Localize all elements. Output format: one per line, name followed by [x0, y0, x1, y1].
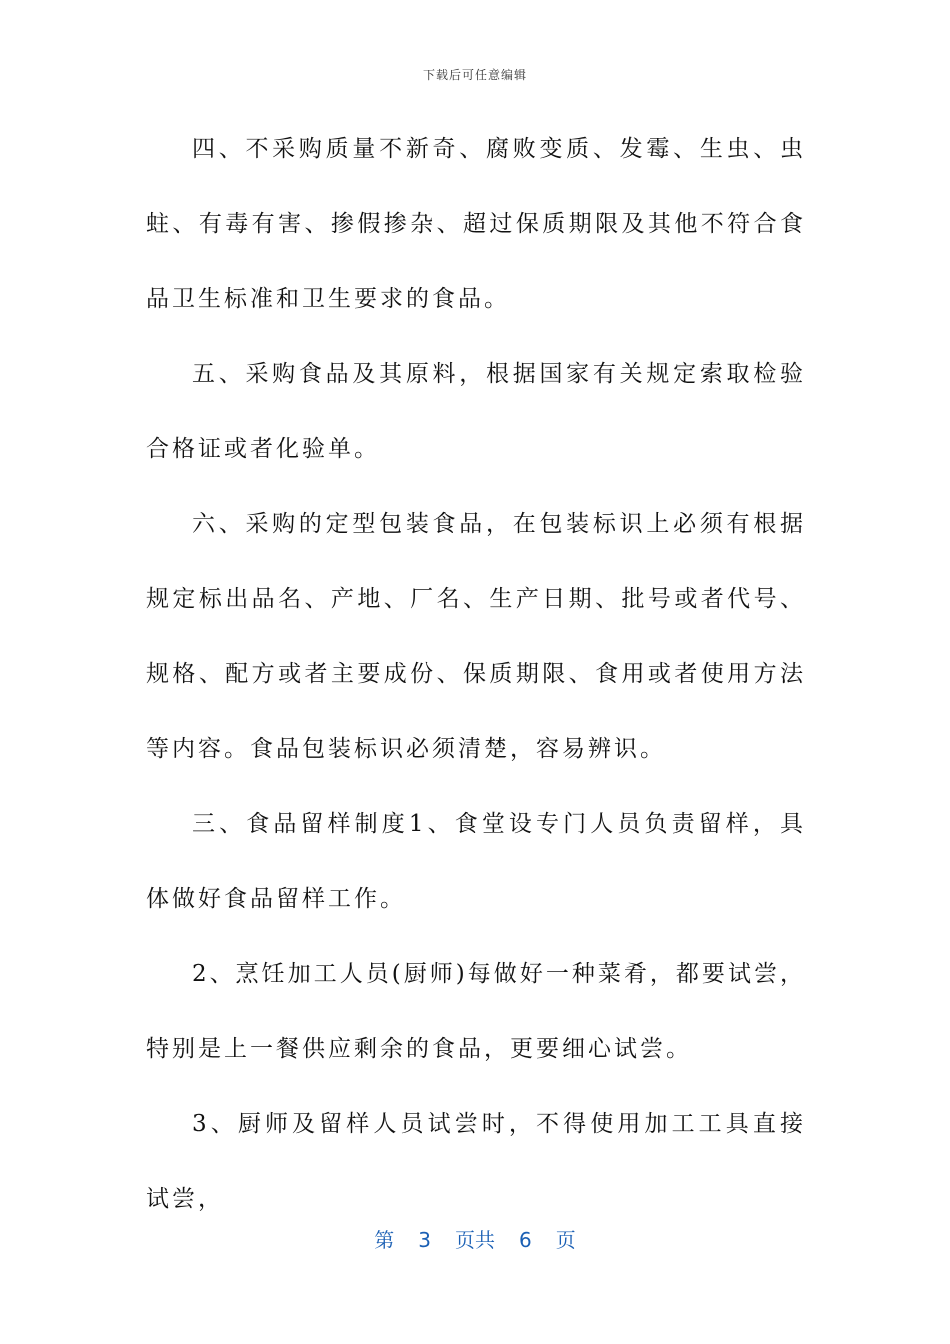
footer-middle: 页共	[455, 1228, 495, 1252]
paragraph-4-purchase-quality: 四、不采购质量不新奇、腐败变质、发霉、生虫、虫蛀、有毒有害、掺假掺杂、超过保质期限及其他不符合食品卫生标准和卫生要求的食品。	[146, 136, 806, 312]
page-footer	[0, 1224, 950, 1253]
page-header: 下载后可任意编辑	[422, 68, 527, 82]
paragraph-6-packaging: 六、采购的定型包装食品，在包装标识上必须有根据规定标出品名、产地、厂名、生产日期、批号或者代号、规格、配方或者主要成份、保质期限、食用或者使用方法等内容。食品包装标识必须清楚，容易辨识。	[146, 511, 806, 762]
paragraph-sample-retention: 三、食品留样制度1、食堂设专门人员负责留样，具体做好食品留样工作。	[146, 811, 806, 912]
footer-suffix: 页	[555, 1228, 576, 1252]
paragraph-tasting-tools: 3、厨师及留样人员试尝时，不得使用加工工具直接试尝，	[146, 1111, 806, 1212]
footer-current-page: 3	[418, 1228, 431, 1252]
paragraph-tasting: 2、烹饪加工人员(厨师)每做好一种菜肴，都要试尝，特别是上一餐供应剩余的食品，更要细心试尝。	[146, 961, 806, 1062]
paragraph-5-certificate: 五、采购食品及其原料，根据国家有关规定索取检验合格证或者化验单。	[146, 361, 806, 462]
footer-total-pages: 6	[519, 1228, 532, 1252]
footer-prefix: 第	[374, 1228, 395, 1252]
document-body	[146, 112, 806, 1237]
